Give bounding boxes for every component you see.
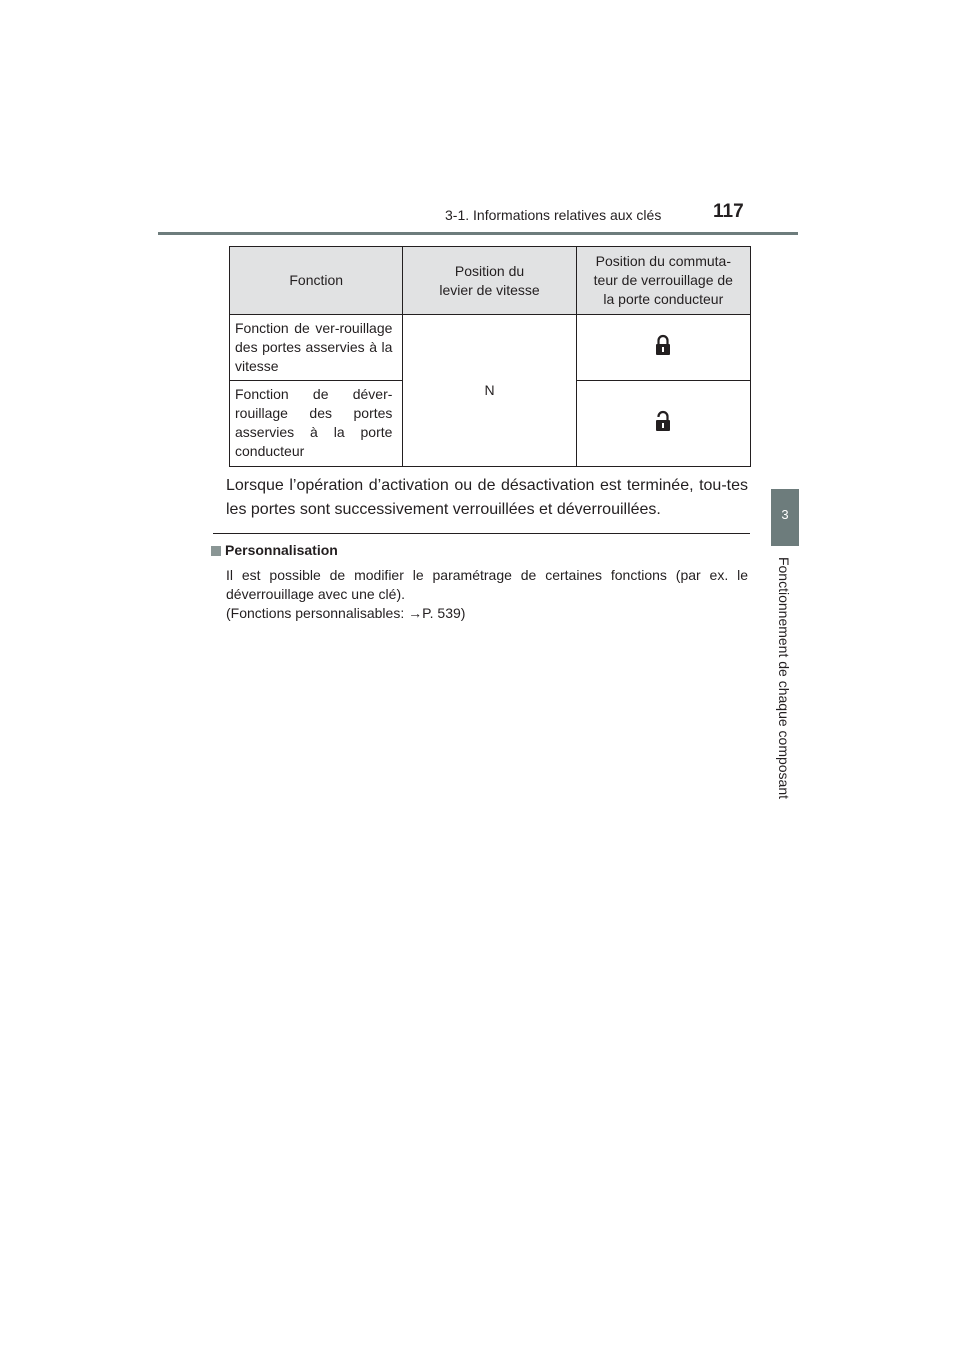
switch-cell-lock	[576, 315, 750, 381]
section-body-line-3: (Fonctions personnalisables: →P. 539)	[226, 605, 466, 621]
lock-closed-icon	[655, 334, 671, 356]
table-row	[230, 315, 751, 381]
section-divider	[213, 533, 750, 534]
lock-open-icon	[655, 410, 671, 432]
header-switch-position	[576, 247, 750, 315]
table-header-row	[230, 247, 751, 315]
function-table	[229, 246, 751, 467]
info-paragraph: Lorsque l’opération d’activation ou de désactivation est terminée, tou-tes les portes sont successivement verrouillées et déverrouillées.	[226, 477, 748, 518]
page-number: 117	[713, 201, 744, 222]
header-function: Fonction	[230, 247, 403, 315]
chapter-tab	[771, 489, 799, 546]
chapter-label: Fonctionnement de chaque composant	[776, 556, 792, 800]
section-title: Personnalisation	[225, 542, 338, 558]
header-gear-line-2: levier de vitesse	[439, 281, 540, 298]
header-switch-line-2: teur de verrouillage de	[593, 272, 733, 288]
header-switch-line-3: la porte conducteur	[603, 291, 724, 307]
header-divider	[158, 232, 798, 235]
function-cell-lock: Fonction de ver-rouillage des portes asservies à la vitesse	[230, 315, 403, 381]
function-cell-unlock: Fonction de déver-rouillage des portes asservies à la porte conducteur	[230, 381, 403, 467]
header-gear-position	[403, 247, 576, 315]
header-gear-line-1: Position du	[454, 262, 525, 279]
chapter-number: 3	[781, 507, 789, 522]
square-bullet-icon	[211, 546, 221, 556]
gear-cell: N	[403, 315, 576, 467]
section-body-line-2: déverrouillage avec une clé).	[226, 586, 405, 602]
section-body-line-1: Il est possible de modifier le paramétrage de certaines fonctions (par ex. le	[226, 567, 748, 583]
switch-cell-unlock	[576, 381, 750, 467]
section-body	[226, 566, 748, 623]
header-switch-line-1: Position du commuta-	[595, 253, 732, 269]
section-header-title: 3-1. Informations relatives aux clés	[445, 207, 662, 223]
